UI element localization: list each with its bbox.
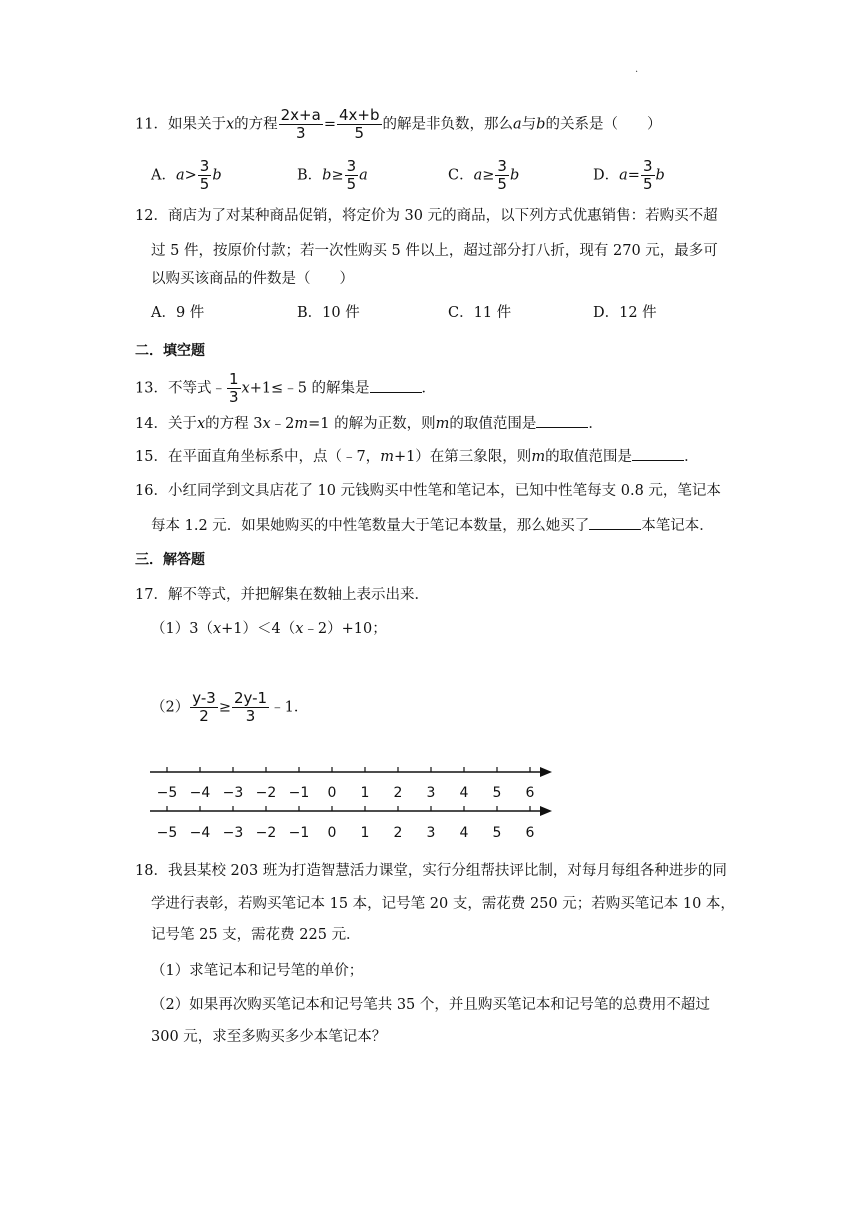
q11-text-4: 与 (521, 116, 537, 133)
q17-part-2 (151, 690, 308, 725)
numerator: 3 (497, 157, 507, 175)
q11-option-b[interactable] (297, 158, 368, 193)
denominator: 5 (199, 175, 210, 193)
var-x: x (295, 621, 304, 637)
var-m: m (380, 449, 394, 465)
q12-option-c[interactable]: C．11 件 (448, 305, 512, 321)
q11-text-3: 的解是非负数，那么 (382, 116, 513, 133)
denominator: 5 (642, 175, 653, 193)
option-label: A． (151, 167, 176, 184)
option-var: a (359, 167, 368, 184)
number-line-label: −1 (288, 825, 310, 841)
q17-p1-text: ﹣2）+10； (303, 621, 387, 637)
question-17 (135, 584, 429, 606)
number-line-label: 2 (393, 785, 403, 801)
option-fraction (198, 158, 212, 193)
option-rel: = (627, 167, 640, 184)
q15-number: 15． (135, 449, 168, 465)
option-rel: > (184, 167, 197, 184)
q12-option-b[interactable]: B．10 件 (297, 305, 360, 321)
var-x: x (262, 416, 271, 432)
answer-blank[interactable] (632, 446, 684, 461)
number-line-label: −2 (255, 785, 277, 801)
question-18-line-3: 记号笔 25 支，需花费 225 元． (151, 927, 361, 943)
q18-text: 我县某校 203 班为打造智慧活力课堂，实行分组帮扶评比制，对每月每组各种进步的同 (167, 863, 727, 879)
q17-p2-text: （2） (151, 699, 190, 716)
q14-text: 的取值范围是 (449, 416, 537, 432)
answer-blank[interactable] (370, 378, 422, 393)
q17-p1-text: （1）3（ (151, 621, 213, 637)
q15-text: +1）在第三象限，则 (393, 449, 532, 465)
q17-text: 解不等式，并把解集在数轴上表示出来． (167, 587, 429, 603)
denominator: 3 (245, 707, 256, 725)
q12-number: 12． (135, 208, 168, 224)
option-label: B． (297, 167, 323, 184)
section-fill-in-heading: 二．填空题 (135, 343, 205, 359)
number-line-label: 3 (426, 825, 436, 841)
q11-number: 11． (135, 116, 168, 133)
var-x: x (196, 416, 206, 432)
q14-text: =1 的解为正数，则 (308, 416, 436, 432)
denominator: 3 (228, 388, 239, 406)
q11-lhs-fraction (279, 107, 323, 142)
arrow-right-icon (540, 767, 552, 777)
question-12-line-1 (135, 205, 718, 227)
q17-p2-text: ﹣1． (270, 699, 309, 716)
q14-end: ． (588, 416, 603, 432)
q15-text: 的取值范围是 (545, 449, 633, 465)
q13-fraction (227, 371, 241, 406)
numerator: 3 (346, 157, 357, 175)
number-line-label: 4 (459, 825, 469, 841)
option-var: a (175, 167, 185, 184)
number-line-label: 3 (426, 785, 436, 801)
numerator: 2y-1 (233, 689, 268, 707)
numerator: y-3 (192, 689, 216, 707)
var-m: m (531, 449, 546, 465)
option-var: b (322, 167, 332, 184)
q17-fraction-2 (232, 690, 269, 725)
numerator: 1 (228, 370, 239, 388)
q14-text: 关于 (167, 416, 197, 432)
q17-number: 17． (135, 587, 168, 603)
var-m: m (435, 416, 450, 432)
q18-number: 18． (135, 863, 168, 879)
q15-text: 在平面直角坐标系中，点（﹣7， (167, 449, 381, 465)
q11-option-d[interactable] (593, 158, 665, 193)
var-b: b (536, 116, 546, 133)
q11-option-a[interactable] (151, 158, 222, 193)
arrow-right-icon (540, 806, 552, 816)
q14-text: 的方程 3 (205, 416, 263, 432)
number-line-label: −1 (288, 785, 310, 801)
var-a: a (513, 116, 522, 133)
number-line-label: −4 (189, 785, 211, 801)
option-fraction (495, 158, 509, 193)
q12-text: 商店为了对某种商品促销，将定价为 30 元的商品，以下列方式优惠销售：若购买不超 (167, 208, 718, 224)
q17-part-1 (151, 618, 387, 640)
question-12-line-3: 以购买该商品的件数是（ ） (151, 271, 354, 287)
q11-text: 如果关于 (167, 116, 226, 133)
question-18-line-1 (135, 860, 727, 882)
question-16-line-2 (151, 515, 714, 537)
q14-text: ﹣2 (270, 416, 295, 432)
q11-text-2: 的方程 (234, 116, 278, 133)
option-var: b (212, 167, 222, 184)
question-16-line-1 (135, 480, 721, 502)
q17-rel: ≥ (218, 699, 231, 716)
numerator: 3 (199, 157, 210, 175)
section-solve-heading: 三．解答题 (135, 552, 205, 568)
option-label: D． (593, 167, 620, 184)
var-x: x (241, 380, 250, 397)
number-line-label: −3 (222, 785, 244, 801)
number-line-label: −4 (189, 825, 211, 841)
q16-text: 小红同学到文具店花了 10 元钱购买中性笔和笔记本，已知中性笔每支 0.8 元，笔记本 (167, 483, 721, 499)
question-15 (135, 446, 699, 468)
q16-text-2: 每本 1.2 元．如果她购买的中性笔数量大于笔记本数量，那么她买了 (151, 518, 590, 534)
answer-blank[interactable] (536, 413, 588, 428)
q18-sub-2-line-1: （2）如果再次购买笔记本和记号笔共 35 个，并且购买笔记本和记号笔的总费用不超过 (151, 997, 710, 1013)
option-rel: ≥ (331, 167, 344, 184)
number-line-label: 6 (525, 785, 535, 801)
question-14 (135, 413, 603, 435)
q14-number: 14． (135, 416, 168, 432)
q18-sub-1: （1）求笔记本和记号笔的单价； (151, 963, 364, 979)
var-x: x (225, 116, 235, 133)
number-line-label: 6 (525, 825, 535, 841)
question-13 (135, 371, 436, 406)
question-12-line-2: 过 5 件，按原价付款；若一次性购买 5 件以上，超过部分打八折，现有 270 元，最多可 (151, 243, 718, 259)
q18-sub-2-line-2: 300 元，求至多购买多少本笔记本？ (151, 1029, 387, 1045)
denominator: 5 (497, 175, 507, 193)
q13-text: 不等式﹣ (167, 380, 226, 397)
number-line-label: 1 (360, 785, 370, 801)
q11-text-5: 的关系是（ ） (545, 116, 662, 133)
numerator: 3 (642, 157, 653, 175)
number-line-label: −5 (156, 825, 178, 841)
option-fraction (345, 158, 359, 193)
q12-option-d[interactable]: D．12 件 (593, 305, 657, 321)
number-line-label: 5 (492, 825, 502, 841)
number-line-label: 4 (459, 785, 469, 801)
number-line-label: 2 (393, 825, 403, 841)
q17-fraction-1 (190, 690, 218, 725)
var-m: m (294, 416, 309, 432)
denominator: 5 (346, 175, 357, 193)
number-line-label: 0 (327, 785, 337, 801)
denominator: 5 (354, 124, 365, 142)
question-11 (135, 107, 661, 142)
denominator: 3 (295, 124, 306, 142)
numerator: 2x+a (280, 106, 321, 124)
numerator: 4x+b (338, 106, 380, 124)
option-fraction (641, 158, 655, 193)
page-dot: . (635, 64, 639, 75)
number-line-label: 5 (492, 785, 502, 801)
q12-option-a[interactable]: A．9 件 (151, 305, 205, 321)
denominator: 2 (199, 707, 209, 725)
q11-rhs-fraction (337, 107, 382, 142)
q13-number: 13． (135, 380, 168, 397)
q13-end: ． (421, 380, 437, 397)
q16-text-3: 本笔记本． (641, 518, 714, 534)
option-rel: ≥ (482, 167, 495, 184)
q13-text-2: +1≤﹣5 的解集是 (249, 380, 370, 397)
var-x: x (212, 621, 222, 637)
number-line-label: −5 (156, 785, 178, 801)
number-lines (0, 755, 860, 845)
number-line-label: 1 (360, 825, 370, 841)
q17-p1-text: +1）＜4（ (221, 621, 296, 637)
q16-number: 16． (135, 483, 168, 499)
option-var: a (619, 167, 628, 184)
answer-blank[interactable] (589, 515, 641, 530)
option-var: b (509, 167, 520, 184)
q11-option-c[interactable] (448, 158, 519, 193)
equals: = (323, 116, 336, 133)
question-18-line-2: 学进行表彰，若购买笔记本 15 本，记号笔 20 支，需花费 250 元；若购买笔记本 10 本， (151, 896, 735, 912)
q15-end: ． (684, 449, 699, 465)
number-line-label: −2 (255, 825, 277, 841)
option-var: a (473, 167, 483, 184)
option-var: b (655, 167, 665, 184)
option-label: C． (448, 167, 474, 184)
number-line-label: 0 (327, 825, 337, 841)
number-line-label: −3 (222, 825, 244, 841)
